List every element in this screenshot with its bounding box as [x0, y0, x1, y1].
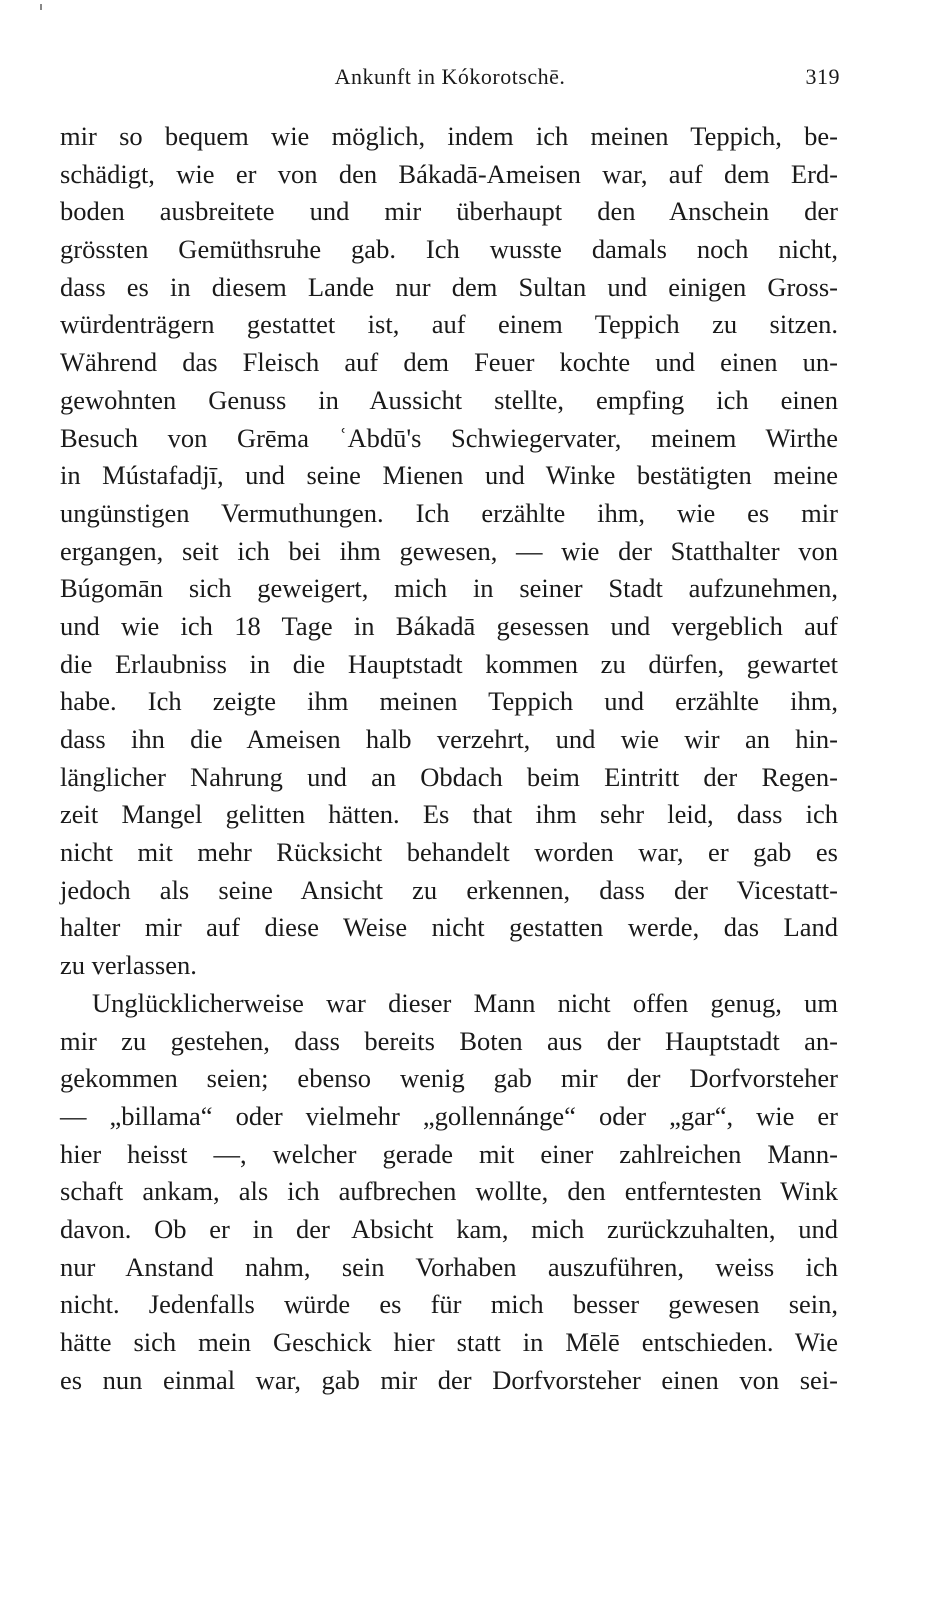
text-line: die Erlaubniss in die Hauptstadt kommen zu dürfen, gewartet — [60, 648, 838, 679]
text-line: in Mústafadjī, und seine Mienen und Winke bestätigten meine — [60, 460, 838, 491]
text-line: ungünstigen Vermuthungen. Ich erzählte ihm, wie es mir — [60, 497, 838, 528]
text-line: — „billama“ oder vielmehr „gollennánge“ oder „gar“, wie er — [60, 1100, 838, 1131]
text-line: und wie ich 18 Tage in Bákadā gesessen und vergeblich auf — [60, 610, 838, 641]
text-line: gekommen seien; ebenso wenig gab mir der Dorfvorsteher — [60, 1063, 838, 1094]
text-line: halter mir auf diese Weise nicht gestatten werde, das Land — [60, 912, 838, 943]
text-line: ergangen, seit ich bei ihm gewesen, — wie der Statthalter von — [60, 535, 838, 566]
page-number: 319 — [805, 64, 840, 89]
text-line: dass ihn die Ameisen halb verzehrt, und wie wir an hin- — [60, 724, 838, 754]
text-line: Unglücklicherweise war dieser Mann nicht offen genug, um — [92, 987, 838, 1018]
text-line: zeit Mangel gelitten hätten. Es that ihm sehr leid, dass ich — [60, 799, 838, 830]
text-line: hier heisst —, welcher gerade mit einer zahlreichen Mann- — [60, 1138, 838, 1169]
text-line: gewohnten Genuss in Aussicht stellte, empfing ich einen — [60, 384, 838, 415]
text-line: Búgomān sich geweigert, mich in seiner Stadt aufzunehmen, — [60, 573, 838, 604]
text-line: grössten Gemüthsruhe gab. Ich wusste damals noch nicht, — [60, 234, 838, 265]
text-line: nur Anstand nahm, sein Vorhaben auszuführen, weiss ich — [60, 1251, 838, 1282]
scan-mark — [40, 4, 42, 10]
text-line: schädigt, wie er von den Bákadā-Ameisen war, auf dem Erd- — [60, 158, 838, 189]
text-line: Besuch von Grēma ʿAbdū's Schwiegervater, meinem Wirthe — [60, 422, 838, 453]
text-line: dass es in diesem Lande nur dem Sultan und einigen Gross- — [60, 271, 838, 302]
text-line: davon. Ob er in der Absicht kam, mich zurückzuhalten, und — [60, 1213, 838, 1244]
text-line: habe. Ich zeigte ihm meinen Teppich und erzählte ihm, — [60, 686, 838, 717]
text-line: zu verlassen. — [60, 950, 197, 981]
text-line: hätte sich mein Geschick hier statt in Mēlē entschieden. Wie — [60, 1327, 838, 1357]
text-line: würdenträgern gestattet ist, auf einem Teppich zu sitzen. — [60, 309, 838, 340]
running-title: Ankunft in Kókorotschē. — [334, 64, 566, 89]
text-line: länglicher Nahrung und an Obdach beim Eintritt der Regen- — [60, 761, 838, 792]
text-line: Während das Fleisch auf dem Feuer kochte und einen un- — [60, 347, 838, 378]
text-line: mir zu gestehen, dass bereits Boten aus der Hauptstadt an- — [60, 1025, 838, 1056]
text-line: mir so bequem wie möglich, indem ich meinen Teppich, be- — [60, 121, 838, 151]
paragraph-1 — [60, 118, 838, 985]
text-line: es nun einmal war, gab mir der Dorfvorsteher einen von sei- — [60, 1364, 838, 1395]
text-line: nicht. Jedenfalls würde es für mich besser gewesen sein, — [60, 1289, 838, 1320]
text-line: boden ausbreitete und mir überhaupt den Anschein der — [60, 196, 838, 227]
text-line: schaft ankam, als ich aufbrechen wollte, den entferntesten Wink — [60, 1176, 838, 1207]
text-line: jedoch als seine Ansicht zu erkennen, dass der Vicestatt- — [60, 874, 838, 905]
paragraph-2 — [60, 985, 838, 1400]
text-line: nicht mit mehr Rücksicht behandelt worden war, er gab es — [60, 837, 838, 868]
running-head — [60, 64, 840, 96]
body-text — [60, 118, 838, 1399]
